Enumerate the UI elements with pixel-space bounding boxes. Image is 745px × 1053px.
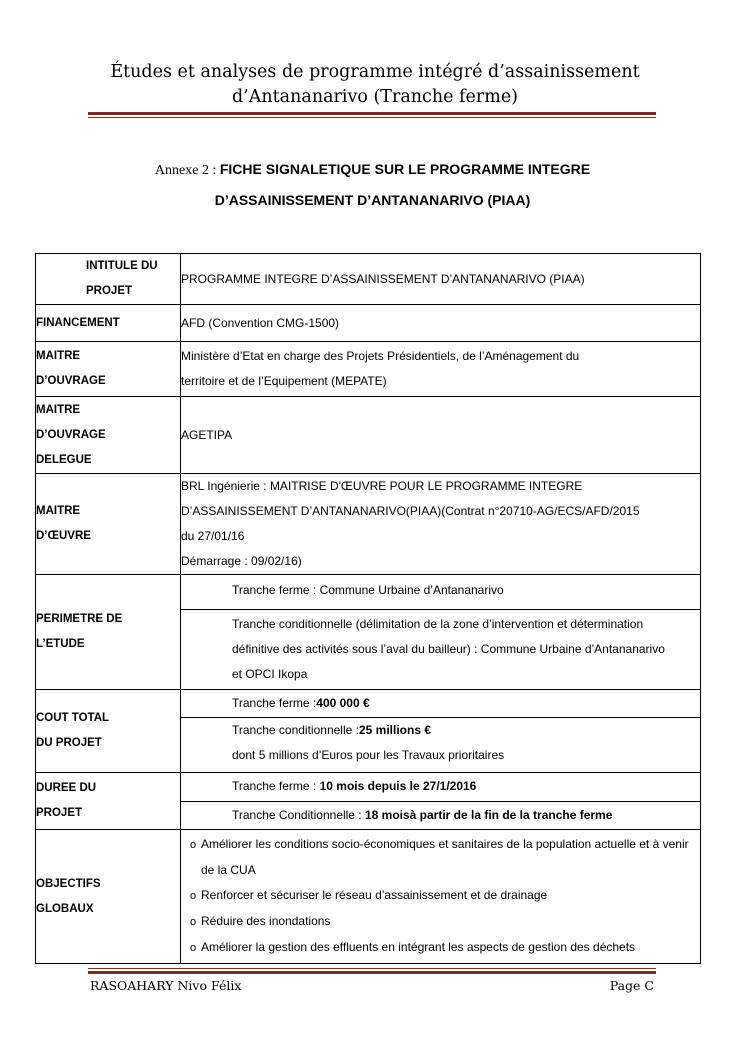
label-objectifs: OBJECTIFS GLOBAUX (36, 830, 181, 964)
annex-title (0, 158, 745, 182)
page-header-title (90, 60, 660, 110)
label-duree: DUREE DU PROJET (36, 773, 181, 830)
row-maitre-ouvrage (36, 342, 701, 397)
annex-label: Annexe 2 : (154, 163, 220, 178)
row-perimetre (36, 575, 701, 690)
row-maitre-ouvrage-delegue (36, 397, 701, 474)
label-maitre-oeuvre: MAITRE D’ŒUVRE (36, 474, 181, 575)
value-maitre-ouvrage-delegue: AGETIPA (181, 397, 701, 474)
footer-author: RASOAHARY Nivo Félix (90, 978, 242, 993)
bullet-icon: o (190, 916, 197, 928)
label-cout: COUT TOTAL DU PROJET (36, 690, 181, 773)
value-intitule: PROGRAMME INTEGRE D’ASSAINISSEMENT D’ANTANANARIVO (PIAA) (181, 254, 701, 305)
value-maitre-ouvrage: Ministère d’Etat en charge des Projets Présidentiels, de l’Aménagement du territoire et de l’Equipement (MEPATE) (181, 342, 701, 397)
header-title-line-2: d’Antananarivo (Tranche ferme) (231, 87, 519, 107)
value-maitre-oeuvre: BRL Ingénierie : MAITRISE D'ŒUVRE POUR LE PROGRAMME INTEGRE D’ASSAINISSEMENT D’ANTANANARIVO(PIAA)(Contrat n°20710-AG/ECS/AFD/2015 du 27/01/16 Démarrage : 09/02/16) (181, 474, 701, 575)
list-item: o Améliorer les conditions socio-économiques et sanitaires de la population actuelle et à venir de la CUA (190, 832, 692, 883)
value-financement: AFD (Convention CMG-1500) (181, 305, 701, 342)
objectifs-list (181, 830, 700, 963)
row-financement (36, 305, 701, 342)
label-maitre-ouvrage-delegue: MAITRE D’OUVRAGE DELEGUE (36, 397, 181, 474)
annex-title-line-1: FICHE SIGNALETIQUE SUR LE PROGRAMME INTEGRE (219, 161, 591, 177)
row-cout (36, 690, 701, 773)
cout-ferme: Tranche ferme :400 000 € (232, 695, 370, 710)
label-intitule: INTITULE DU PROJET (36, 254, 181, 305)
header-title-line-1: Études et analyses de programme intégré d’assainissement (110, 62, 640, 82)
row-maitre-oeuvre (36, 474, 701, 575)
row-objectifs (36, 830, 701, 964)
duree-ferme: Tranche ferme : 10 mois depuis le 27/1/2016 (232, 778, 477, 793)
value-perimetre (181, 575, 701, 690)
row-duree (36, 773, 701, 830)
list-item: o Renforcer et sécuriser le réseau d’assainissement et de drainage (190, 883, 692, 909)
footer-rule (88, 968, 656, 974)
footer-page-number: Page C (609, 978, 654, 993)
bullet-icon: o (190, 890, 197, 902)
label-financement: FINANCEMENT (36, 305, 181, 342)
fiche-table (35, 253, 701, 964)
perimetre-conditionnelle: Tranche conditionnelle (délimitation de la zone d’intervention et détermination définitive des activités sous l’aval du bailleur) : Commune Urbaine d’Antananarivo et OPCI Ikopa (181, 609, 700, 689)
value-duree (181, 773, 701, 830)
duree-conditionnelle: Tranche Conditionnelle : 18 moisà partir de la fin de la tranche ferme (181, 801, 700, 829)
value-objectifs (181, 830, 701, 964)
annex-title-line-2: D’ASSAINISSEMENT D’ANTANANARIVO (PIAA) (214, 192, 531, 208)
bullet-icon: o (190, 839, 197, 851)
label-perimetre: PERIMETRE DE L’ETUDE (36, 575, 181, 690)
bullet-icon: o (190, 942, 197, 954)
row-intitule (36, 254, 701, 305)
header-rule (88, 112, 656, 118)
perimetre-ferme: Tranche ferme : Commune Urbaine d’Antananarivo (232, 583, 504, 597)
value-cout (181, 690, 701, 773)
list-item: o Améliorer la gestion des effluents en intégrant les aspects de gestion des déchets (190, 935, 692, 961)
list-item: o Réduire des inondations (190, 909, 692, 935)
cout-conditionnelle: Tranche conditionnelle :25 millions € dont 5 millions d’Euros pour les Travaux prioritaires (181, 717, 700, 772)
label-maitre-ouvrage: MAITRE D’OUVRAGE (36, 342, 181, 397)
